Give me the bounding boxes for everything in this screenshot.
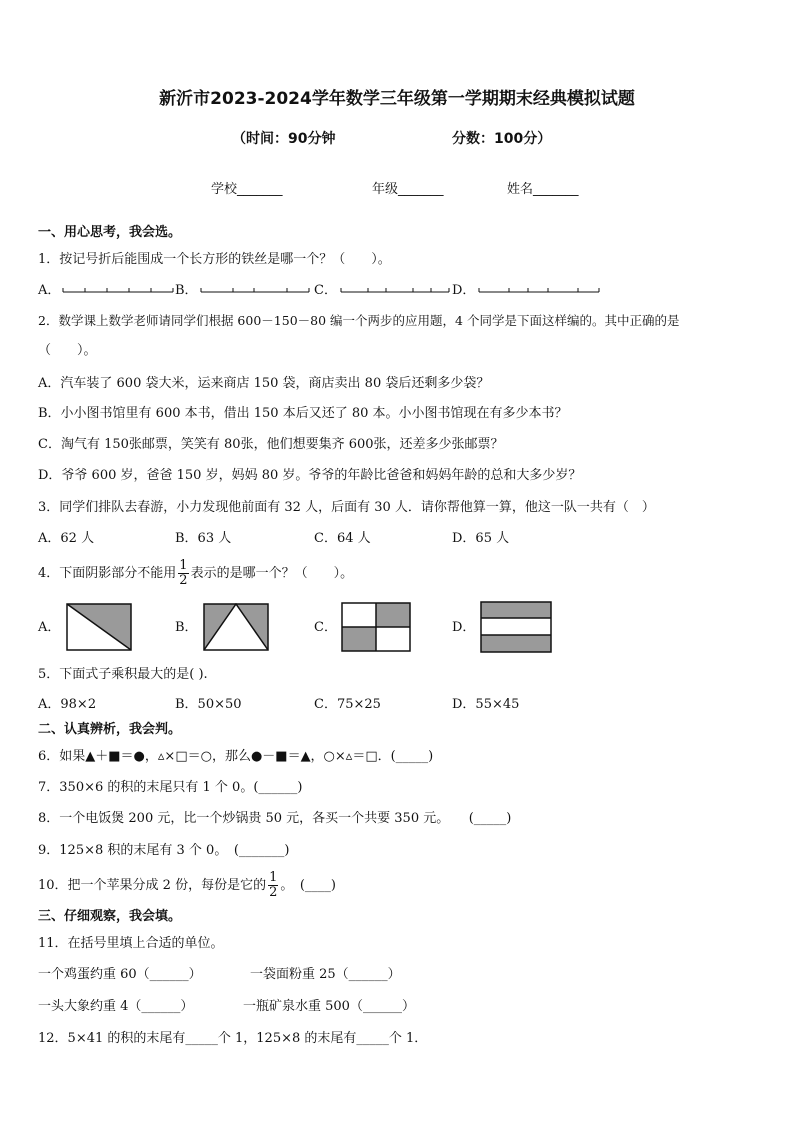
question-9: 9．125×8 积的末尾有 3 个 0。 (_______) [38,843,290,858]
q5-option-d: D．55×45 [452,697,520,712]
q5-option-b: B．50×50 [175,697,242,712]
q1-option-a-label: A． [38,283,61,298]
q3-option-b: B．63 人 [175,531,232,546]
q5-option-c: C．75×25 [314,697,381,712]
q1-wire-c-icon [340,283,450,299]
q5-option-a: A．98×2 [38,697,97,712]
q11-item-2: 一袋面粉重 25（______） [250,967,401,982]
q1-option-b-label: B． [175,283,198,298]
question-5-stem: 5．下面式子乘积最大的是( ). [38,667,208,682]
name-field: 姓名_______ [507,182,579,197]
section-heading-3: 三、仔细观察，我会填。 [38,909,182,924]
q3-option-d: D．65 人 [452,531,510,546]
exam-score: 分数：100分） [452,131,552,147]
grade-field: 年级_______ [372,182,444,197]
question-8: 8．一个电饭煲 200 元，比一个炒锅贵 50 元，各买一个共要 350 元。 (_____) [38,811,512,826]
school-field: 学校_______ [211,182,283,197]
q1-option-d-label: D． [452,283,476,298]
section-heading-2: 二、认真辨析，我会判。 [38,722,182,737]
q10-fraction [268,871,278,900]
q10-frac-num: 1 [269,870,278,885]
q4-option-d-label: D． [452,620,476,635]
q4-option-a-label: A． [38,620,61,635]
q11-item-3: 一头大象约重 4（______） [38,999,194,1014]
q4-stem-post: 表示的是哪一个？（ ）。 [190,566,354,581]
q10-pre: 10．把一个苹果分成 2 份，每份是它的 [38,878,267,893]
question-6: 6．如果▲＋■＝●，▵×□＝○，那么●－■＝▲，○×▵＝□．(_____) [38,749,434,764]
q10-frac-den: 2 [269,885,278,900]
q4-figure-b-icon [203,603,269,651]
q4-option-b-label: B． [175,620,198,635]
q1-option-c-label: C． [314,283,337,298]
question-2-stem-line1: 2．数学课上数学老师请同学们根据 600－150－80 编一个两步的应用题，4 个同学是下面这样编的。其中正确的是 [38,313,680,328]
q2-option-a: A．汽车装了 600 袋大米，运来商店 150 袋，商店卖出 80 袋后还剩多少袋？ [38,376,490,391]
question-4-stem [38,558,353,590]
question-11-stem: 11．在括号里填上合适的单位。 [38,936,224,951]
question-2-stem-line2: （ ）。 [38,343,97,358]
q4-stem-pre: 4．下面阴影部分不能用 [38,566,177,581]
q11-item-4: 一瓶矿泉水重 500（______） [243,999,415,1014]
page-title: 新沂市2023-2024学年数学三年级第一学期期末经典模拟试题 [159,89,635,109]
q2-option-d: D．爷爷 600 岁，爸爸 150 岁，妈妈 80 岁。爷爷的年龄比爸爸和妈妈年龄的总和大多少岁？ [38,468,582,483]
q10-post: 。 (____) [280,878,337,893]
q4-figure-a-icon [66,603,132,651]
q1-wire-b-icon [200,283,310,299]
q2-option-b: B．小小图书馆里有 600 本书，借出 150 本后又还了 80 本。小小图书馆现在有多少本书？ [38,406,568,421]
question-3-stem: 3．同学们排队去春游，小力发现他前面有 32 人，后面有 30 人．请你帮他算一算，他这一队一共有（ ） [38,500,655,515]
q4-frac-den: 2 [179,573,188,588]
q3-option-c: C．64 人 [314,531,371,546]
q1-wire-d-icon [478,283,600,299]
question-10 [38,870,336,902]
q4-frac-num: 1 [179,558,188,573]
q2-option-c: C．淘气有 150张邮票，笑笑有 80张，他们想要集齐 600张，还差多少张邮票？ [38,437,504,452]
question-1-stem: 1．按记号折后能围成一个长方形的铁丝是哪一个？（ ）。 [38,252,391,267]
q4-figure-c-icon [341,602,411,652]
q11-item-1: 一个鸡蛋约重 60（______） [38,967,202,982]
exam-time: （时间：90分钟 [232,131,336,147]
question-7: 7．350×6 的积的末尾只有 1 个 0。(______) [38,780,303,795]
q4-fraction [178,559,188,588]
q4-option-c-label: C． [314,620,337,635]
q3-option-a: A．62 人 [38,531,95,546]
question-12: 12．5×41 的积的末尾有_____个 1，125×8 的末尾有_____个 1． [38,1031,428,1046]
section-heading-1: 一、用心思考，我会选。 [38,225,182,240]
q4-figure-d-icon [480,601,552,653]
q1-wire-a-icon [62,283,174,299]
